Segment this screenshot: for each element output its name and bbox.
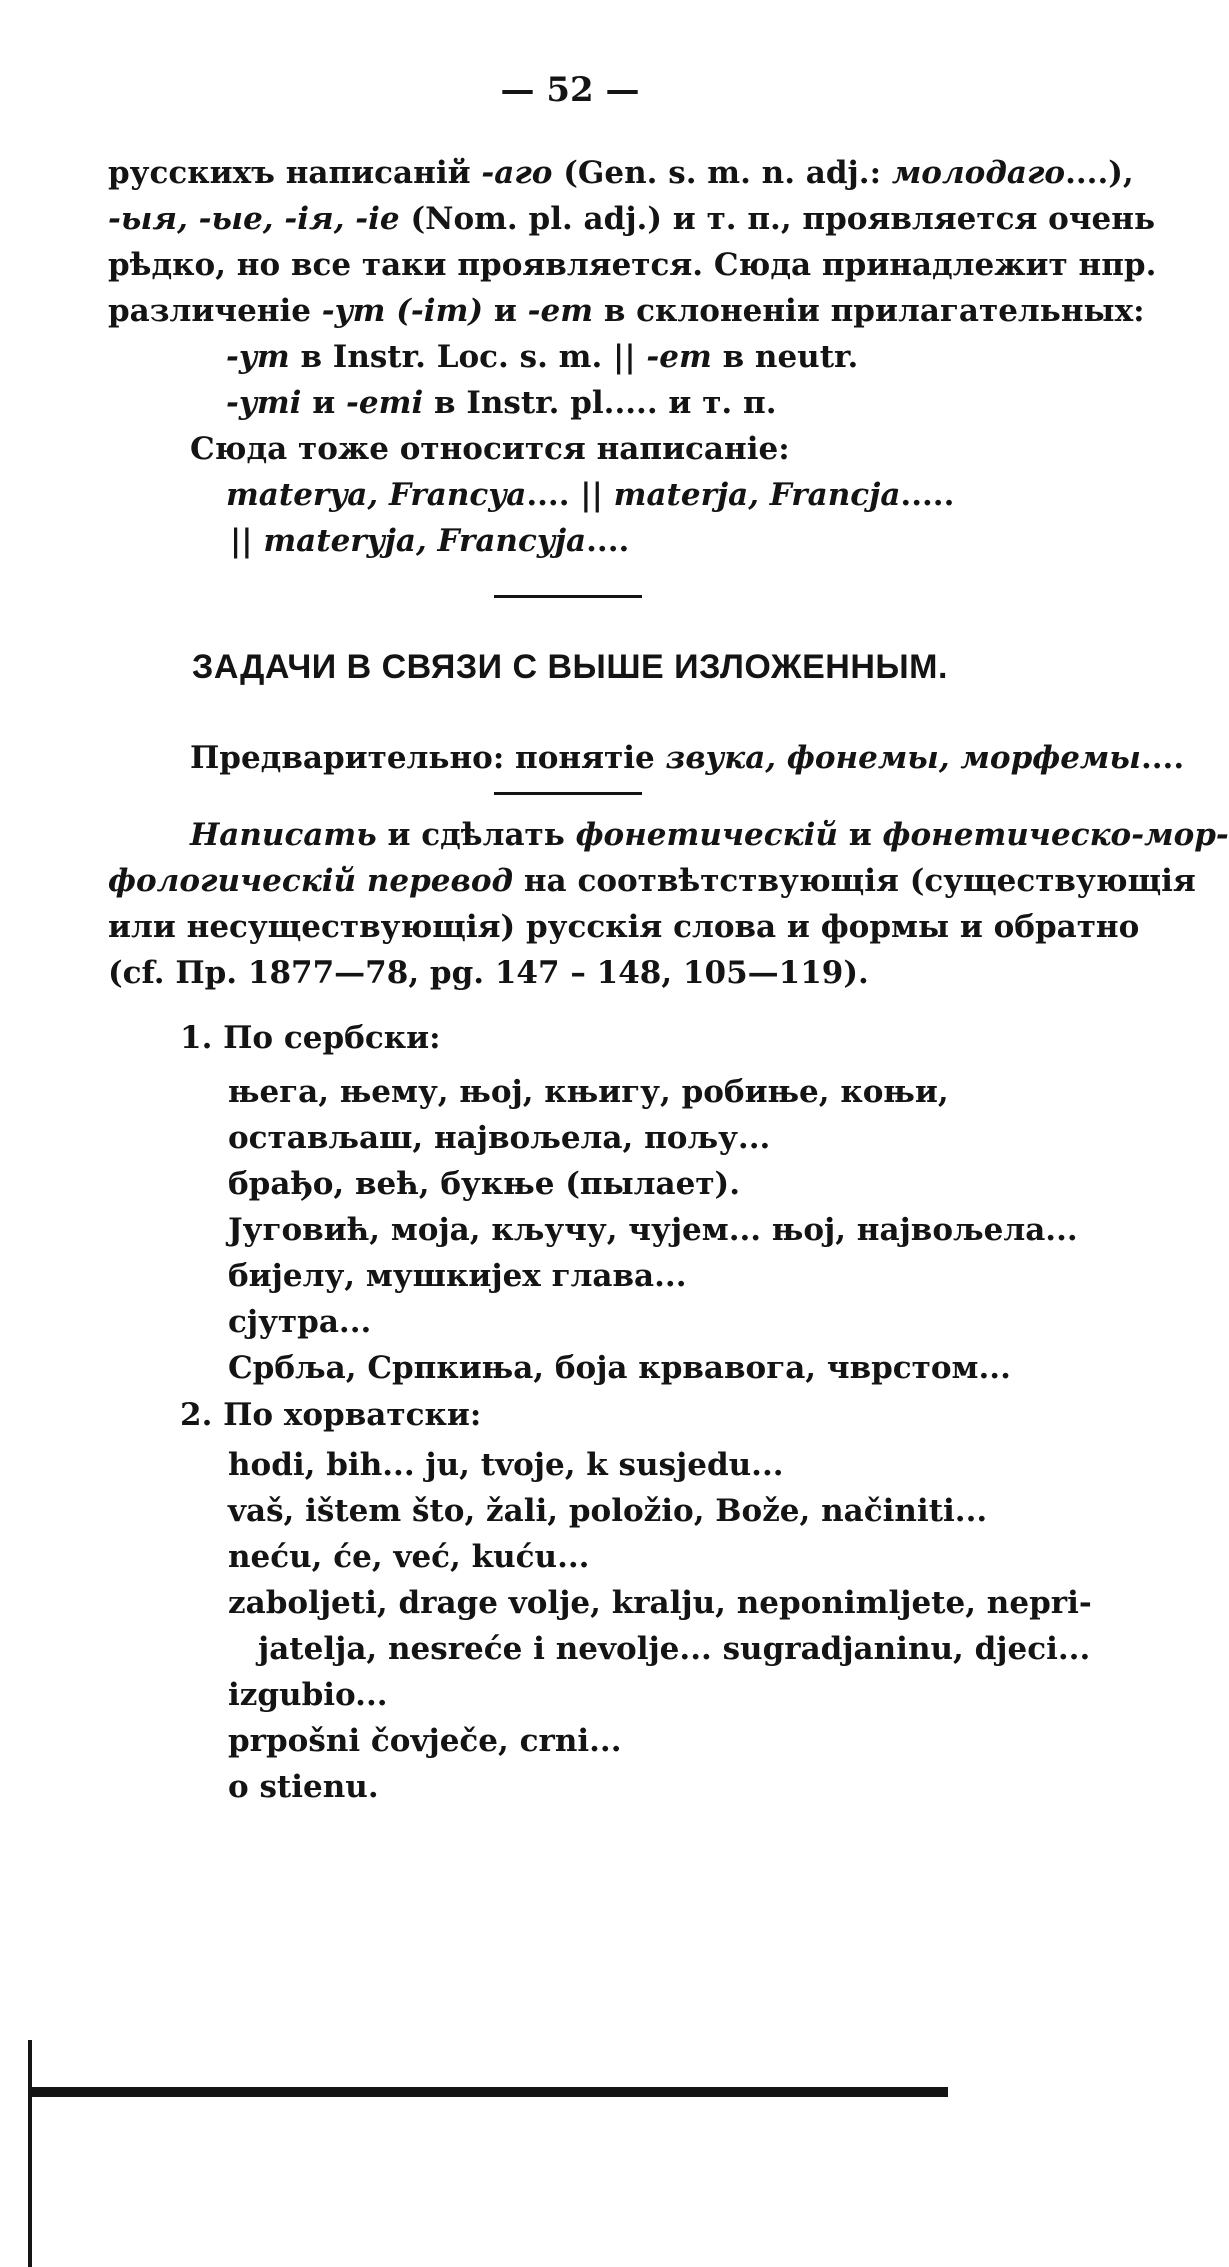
list-item: остављаш, највољела, пољу... bbox=[228, 1120, 771, 1156]
prelim-line: Предварительно: понятіе звука, фонемы, морфемы.... bbox=[190, 740, 1185, 776]
intro-paragraph bbox=[108, 150, 1157, 334]
list-item: hodi, bih... ju, tvoje, k susjedu... bbox=[228, 1447, 784, 1483]
list-item: брађо, већ, букње (пылает). bbox=[228, 1166, 741, 1202]
list-item: izgubio... bbox=[228, 1677, 388, 1713]
section-divider bbox=[494, 595, 642, 598]
list-label: 1. По сербски: bbox=[180, 1020, 441, 1056]
list-item: бијелу, мушкијех глава... bbox=[228, 1258, 687, 1294]
text-line: русскихъ написаній -аго (Gen. s. m. n. adj.: молодаго....), bbox=[108, 155, 1134, 191]
croatian-section bbox=[108, 1392, 1092, 1810]
list-item: Србља, Српкиња, боја крвавога, чврстом... bbox=[228, 1350, 1011, 1386]
text-line: materya, Francya.... || materja, Francja..... bbox=[226, 477, 955, 513]
text-line: или несуществующія) русскія слова и формы и обратно bbox=[108, 909, 1140, 945]
list-item: o stienu. bbox=[228, 1769, 379, 1805]
list-item: vaš, ištem što, žali, položio, Bože, načiniti... bbox=[228, 1493, 988, 1529]
text-line: -ymi и -emi в Instr. pl..... и т. п. bbox=[226, 385, 777, 421]
list-item: neću, će, već, kuću... bbox=[228, 1539, 590, 1575]
text-line: || materyja, Francyja.... bbox=[230, 523, 630, 559]
text-line: рѣдко, но все таки проявляется. Сюда принадлежит нпр. bbox=[108, 247, 1157, 283]
list-item: Југовић, моја, кључу, чујем... њој, највољела... bbox=[228, 1212, 1078, 1248]
page-number: — 52 — bbox=[500, 70, 640, 110]
list-item: њега, њему, њој, књигу, робиње, коњи, bbox=[228, 1074, 949, 1110]
text-line: -ыя, -ые, -ія, -іе (Nom. pl. adj.) и т. п., проявляется очень bbox=[108, 201, 1155, 237]
list-label: 2. По хорватски: bbox=[180, 1397, 482, 1433]
task-paragraph bbox=[108, 812, 1229, 996]
list-item: jatelja, nesreće i nevolje... sugradjaninu, djeci... bbox=[258, 1631, 1091, 1667]
list-item: prpošni čovječe, crni... bbox=[228, 1723, 622, 1759]
section-divider bbox=[494, 792, 642, 795]
text-line: (cf. Пр. 1877—78, pg. 147 – 148, 105—119). bbox=[108, 955, 869, 991]
list-item: сјутра... bbox=[228, 1304, 372, 1340]
list-item: zaboljeti, drage volje, kralju, neponimljete, nepri- bbox=[228, 1585, 1092, 1621]
serbian-section bbox=[108, 1015, 1078, 1391]
text-line: Сюда тоже относится написаніе: bbox=[190, 431, 790, 467]
text-line: Написать и сдѣлать фонетическій и фонетическо-мор- bbox=[190, 817, 1229, 853]
text-line: различеніе -ym (-im) и -em в склоненіи прилагательных: bbox=[108, 293, 1145, 329]
intro-examples bbox=[108, 334, 1038, 564]
page-bottom-edge bbox=[28, 2087, 948, 2097]
text-line: фологическій перевод на соотвѣтствующія (существующія bbox=[108, 863, 1196, 899]
text-line: -ym в Instr. Loc. s. m. || -em в neutr. bbox=[226, 339, 859, 375]
page-left-edge bbox=[28, 2040, 32, 2267]
section-heading: ЗАДАЧИ В СВЯЗИ С ВЫШЕ ИЗЛОЖЕННЫМ. bbox=[192, 648, 948, 686]
